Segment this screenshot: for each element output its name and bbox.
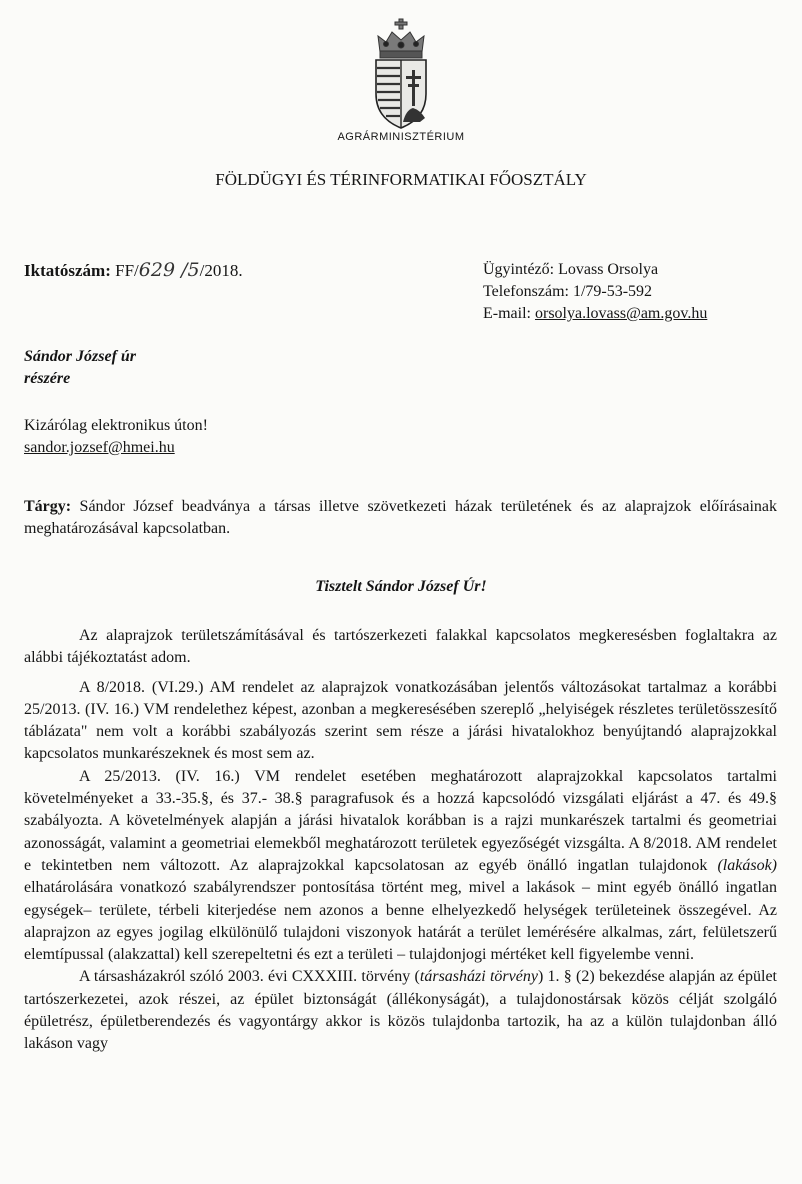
contact-email-line xyxy=(483,303,707,325)
reference-handwritten-suffix: 5 xyxy=(187,259,200,281)
coat-of-arms-icon xyxy=(370,18,432,130)
email-label: E-mail: xyxy=(483,305,535,322)
recipient-note: részére xyxy=(24,370,71,387)
letter-body xyxy=(24,625,777,1056)
reference-year: /2018. xyxy=(199,261,243,280)
subject-label: Tárgy: xyxy=(24,498,72,515)
subject-text: Sándor József beadványa a társas illetve szövetkezeti házak területének és az alaprajzok előírásainak meghatározásával kapcsolatban. xyxy=(24,498,777,537)
paragraph-3-text-a: A 25/2013. (IV. 16.) VM rendelet esetében meghatározott alaprajzokkal kapcsolatos tartalmi követelményeket a 33.-35.§, és 37.- 38.§ paragrafusok és a hozzá kapcsolódó vizsgálati eljárást a 47. és 49.§ szabályozta. A követelmények alapján a járási hivatalok korábban is a rajzi munkarészek tartalmi és geometriai azonosságát, valamint a geometriai elemekből meghatározott területek egyezőségét vizsgálta. A 8/2018. AM rendelet e tekintetben nem változott. Az alaprajzokkal kapcsolatosan az egyéb önálló ingatlan tulajdonok xyxy=(24,767,777,874)
paragraph-3-italic: (lakások) xyxy=(717,856,777,874)
recipient-block xyxy=(24,346,136,390)
phone-number: Telefonszám: 1/79-53-592 xyxy=(483,283,653,300)
ministry-name: AGRÁRMINISZTÉRIUM xyxy=(337,131,465,143)
recipient-name: Sándor József úr xyxy=(24,348,137,365)
reference-label: Iktatószám: xyxy=(24,261,111,280)
contact-block xyxy=(483,259,707,325)
paragraph-4-italic: társasházi törvény xyxy=(419,968,538,986)
reference-prefix: FF/ xyxy=(115,261,139,280)
paragraph-4 xyxy=(24,966,777,1055)
contact-email-link[interactable]: orsolya.lovass@am.gov.hu xyxy=(534,305,708,322)
paragraph-4-text-b: ) 1. § (2) bekezdése alapján az épület tartószerkezetei, azok részei, az épület biztonságát (állékonyságát), a tulajdonostársak közös célját szolgáló épületrész, épületberendezés és vagyontárgy akkor is közös tulajdonba tartozik, ha az a külön tulajdonban álló lakáson vagy xyxy=(24,968,778,1053)
case-officer: Ügyintéző: Lovass Orsolya xyxy=(483,261,659,278)
reference-handwritten-number: 629 xyxy=(138,259,176,281)
department-name: FÖLDÜGYI ÉS TÉRINFORMATIKAI FŐOSZTÁLY xyxy=(215,170,587,189)
delivery-block xyxy=(24,415,208,459)
recipient-email-link[interactable]: sandor.jozsef@hmei.hu xyxy=(24,439,175,456)
paragraph-3 xyxy=(24,766,777,967)
reference-separator: / xyxy=(175,259,188,281)
reference-number xyxy=(24,259,243,281)
paragraph-1: Az alaprajzok területszámításával és tartószerkezeti falakkal kapcsolatos megkeresésben foglaltakra az alábbi tájékoztatást adom. xyxy=(24,627,777,667)
delivery-method: Kizárólag elektronikus úton! xyxy=(24,417,208,434)
subject-line xyxy=(24,496,777,540)
salutation: Tisztelt Sándor József Úr! xyxy=(315,578,487,595)
paragraph-3-text-b: elhatárolására vonatkozó szabályrendszer pontosítása történt meg, mivel a lakások – mint egyéb önálló ingatlan egységek– területe, térbeli kiterjedése nem azonos a benne elhelyezkedő helységek területeinek összegével. Az alaprajzon az egyes jogilag elkülönülő tulajdoni viszonyok határát a terület lemérésére alkalmas, zárt, felületszerű elemtípussal (alakzattal) kell szerepeltetni és ezt a területi – tulajdonjogi mértéket kell figyelembe venni. xyxy=(24,879,777,964)
paragraph-2: A 8/2018. (VI.29.) AM rendelet az alaprajzok vonatkozásában jelentős változásokat tartalmaz a korábbi 25/2013. (IV. 16.) VM rendelethez képest, azonban a megkeresésében szereplő „helyiségek részletes területösszesítő táblázata" nem volt a korábbi szabályozás szerint sem része a járási hivatalokhoz benyújtandó alaprajzokkal kapcsolatos munkarészeknek és most sem az. xyxy=(24,678,777,763)
paragraph-4-text-a: A társasházakról szóló 2003. évi CXXXIII. törvény ( xyxy=(79,968,420,986)
